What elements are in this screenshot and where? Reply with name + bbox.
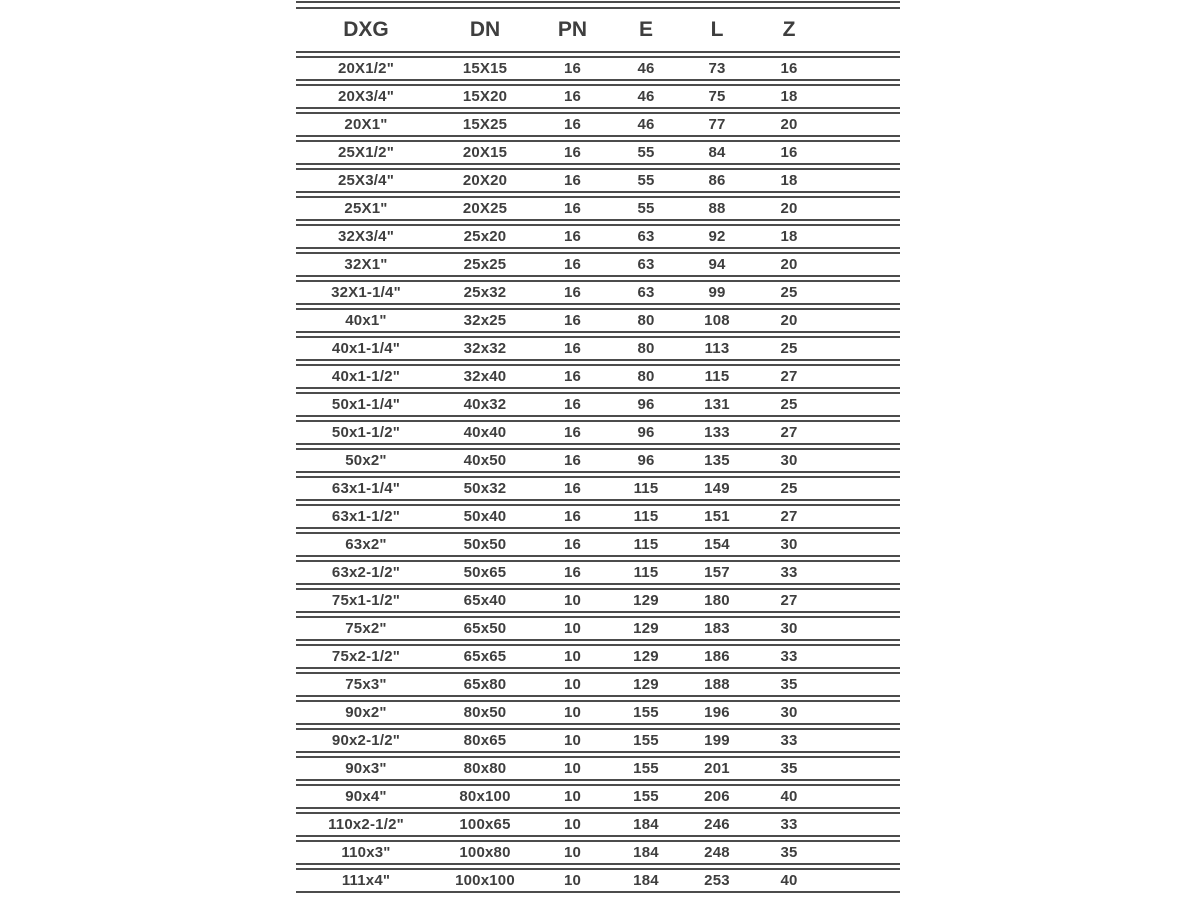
cell-z: 30 [753, 532, 825, 557]
cell-e: 115 [611, 476, 681, 501]
cell-dxg: 90x2" [296, 700, 436, 725]
table-row [296, 672, 900, 697]
cell-z: 35 [753, 756, 825, 781]
cell-dn: 25x20 [436, 224, 534, 249]
cell-z: 27 [753, 420, 825, 445]
cell-dn: 40x32 [436, 392, 534, 417]
cell-dxg: 110x3" [296, 840, 436, 865]
cell-z: 18 [753, 168, 825, 193]
cell-e: 115 [611, 532, 681, 557]
cell-dn: 20X15 [436, 140, 534, 165]
cell-spacer [825, 56, 900, 81]
cell-e: 55 [611, 140, 681, 165]
cell-dn: 80x65 [436, 728, 534, 753]
cell-dxg: 63x1-1/2" [296, 504, 436, 529]
cell-spacer [825, 252, 900, 277]
cell-l: 157 [681, 560, 753, 585]
table-row [296, 196, 900, 221]
cell-z: 40 [753, 868, 825, 893]
cell-dn: 20X20 [436, 168, 534, 193]
cell-l: 180 [681, 588, 753, 613]
cell-l: 131 [681, 392, 753, 417]
cell-pn: 10 [534, 588, 611, 613]
cell-spacer [825, 756, 900, 781]
cell-z: 40 [753, 784, 825, 809]
cell-dn: 40x40 [436, 420, 534, 445]
cell-e: 155 [611, 784, 681, 809]
cell-dn: 25x32 [436, 280, 534, 305]
cell-pn: 16 [534, 112, 611, 137]
cell-spacer [825, 392, 900, 417]
cell-spacer [825, 784, 900, 809]
cell-l: 113 [681, 336, 753, 361]
cell-z: 20 [753, 252, 825, 277]
cell-pn: 16 [534, 280, 611, 305]
cell-dn: 100x100 [436, 868, 534, 893]
col-header-dn: DN [436, 7, 534, 53]
cell-z: 25 [753, 280, 825, 305]
cell-pn: 10 [534, 812, 611, 837]
cell-z: 27 [753, 364, 825, 389]
cell-dxg: 111x4" [296, 868, 436, 893]
cell-dn: 100x65 [436, 812, 534, 837]
cell-z: 27 [753, 588, 825, 613]
dimensions-table [296, 4, 900, 896]
cell-z: 16 [753, 140, 825, 165]
cell-spacer [825, 812, 900, 837]
cell-z: 25 [753, 392, 825, 417]
header-row [296, 7, 900, 53]
cell-e: 63 [611, 252, 681, 277]
cell-pn: 16 [534, 224, 611, 249]
cell-dxg: 50x1-1/4" [296, 392, 436, 417]
cell-z: 35 [753, 672, 825, 697]
cell-dn: 32x32 [436, 336, 534, 361]
cell-pn: 10 [534, 784, 611, 809]
table-row [296, 364, 900, 389]
cell-pn: 10 [534, 616, 611, 641]
cell-dn: 50x40 [436, 504, 534, 529]
cell-l: 115 [681, 364, 753, 389]
cell-e: 63 [611, 224, 681, 249]
cell-l: 135 [681, 448, 753, 473]
cell-spacer [825, 728, 900, 753]
cell-dxg: 75x2" [296, 616, 436, 641]
table-row [296, 84, 900, 109]
cell-z: 20 [753, 196, 825, 221]
cell-l: 196 [681, 700, 753, 725]
cell-e: 129 [611, 616, 681, 641]
table-row [296, 784, 900, 809]
table-row [296, 616, 900, 641]
cell-l: 133 [681, 420, 753, 445]
cell-l: 84 [681, 140, 753, 165]
cell-e: 46 [611, 56, 681, 81]
cell-l: 73 [681, 56, 753, 81]
cell-e: 80 [611, 308, 681, 333]
cell-z: 33 [753, 644, 825, 669]
cell-pn: 16 [534, 252, 611, 277]
cell-dxg: 50x2" [296, 448, 436, 473]
cell-e: 96 [611, 448, 681, 473]
cell-pn: 16 [534, 56, 611, 81]
cell-dxg: 75x2-1/2" [296, 644, 436, 669]
table-row [296, 308, 900, 333]
cell-l: 199 [681, 728, 753, 753]
cell-spacer [825, 448, 900, 473]
cell-l: 186 [681, 644, 753, 669]
cell-l: 183 [681, 616, 753, 641]
cell-e: 80 [611, 364, 681, 389]
cell-l: 99 [681, 280, 753, 305]
cell-dxg: 75x1-1/2" [296, 588, 436, 613]
table-row [296, 476, 900, 501]
cell-e: 155 [611, 756, 681, 781]
cell-spacer [825, 476, 900, 501]
cell-dn: 15X25 [436, 112, 534, 137]
cell-spacer [825, 280, 900, 305]
cell-l: 248 [681, 840, 753, 865]
cell-pn: 16 [534, 168, 611, 193]
cell-dn: 65x65 [436, 644, 534, 669]
cell-dn: 50x65 [436, 560, 534, 585]
cell-e: 129 [611, 644, 681, 669]
cell-dxg: 40x1-1/2" [296, 364, 436, 389]
cell-pn: 16 [534, 532, 611, 557]
cell-pn: 10 [534, 672, 611, 697]
cell-dxg: 63x1-1/4" [296, 476, 436, 501]
cell-pn: 10 [534, 840, 611, 865]
cell-dxg: 50x1-1/2" [296, 420, 436, 445]
cell-e: 96 [611, 420, 681, 445]
cell-dn: 15X20 [436, 84, 534, 109]
cell-dxg: 90x4" [296, 784, 436, 809]
cell-z: 18 [753, 224, 825, 249]
cell-dn: 65x50 [436, 616, 534, 641]
table-row [296, 812, 900, 837]
cell-pn: 10 [534, 756, 611, 781]
cell-pn: 16 [534, 196, 611, 221]
cell-l: 94 [681, 252, 753, 277]
cell-dn: 20X25 [436, 196, 534, 221]
cell-e: 129 [611, 588, 681, 613]
cell-z: 30 [753, 616, 825, 641]
table-row [296, 56, 900, 81]
table-row [296, 868, 900, 893]
cell-spacer [825, 868, 900, 893]
cell-dn: 80x100 [436, 784, 534, 809]
cell-dn: 80x50 [436, 700, 534, 725]
dimension-spec-table [296, 0, 900, 896]
cell-pn: 16 [534, 476, 611, 501]
cell-spacer [825, 504, 900, 529]
cell-dxg: 40x1-1/4" [296, 336, 436, 361]
cell-z: 20 [753, 308, 825, 333]
cell-spacer [825, 196, 900, 221]
cell-dn: 50x32 [436, 476, 534, 501]
cell-pn: 10 [534, 868, 611, 893]
cell-z: 33 [753, 728, 825, 753]
cell-z: 16 [753, 56, 825, 81]
cell-spacer [825, 672, 900, 697]
cell-dxg: 110x2-1/2" [296, 812, 436, 837]
cell-spacer [825, 112, 900, 137]
cell-l: 77 [681, 112, 753, 137]
cell-l: 92 [681, 224, 753, 249]
cell-dxg: 63x2" [296, 532, 436, 557]
cell-dn: 32x25 [436, 308, 534, 333]
cell-e: 55 [611, 196, 681, 221]
cell-l: 108 [681, 308, 753, 333]
table-row [296, 756, 900, 781]
cell-e: 80 [611, 336, 681, 361]
cell-dn: 15X15 [436, 56, 534, 81]
cell-dn: 80x80 [436, 756, 534, 781]
cell-l: 151 [681, 504, 753, 529]
cell-e: 184 [611, 868, 681, 893]
cell-pn: 10 [534, 700, 611, 725]
cell-pn: 16 [534, 448, 611, 473]
cell-dxg: 90x2-1/2" [296, 728, 436, 753]
table-row [296, 252, 900, 277]
cell-spacer [825, 364, 900, 389]
cell-dn: 32x40 [436, 364, 534, 389]
table-row [296, 224, 900, 249]
col-header-spacer [825, 7, 900, 53]
cell-e: 55 [611, 168, 681, 193]
cell-dxg: 63x2-1/2" [296, 560, 436, 585]
cell-dxg: 25X1" [296, 196, 436, 221]
cell-dxg: 75x3" [296, 672, 436, 697]
table-row [296, 700, 900, 725]
cell-l: 188 [681, 672, 753, 697]
cell-dxg: 20X1/2" [296, 56, 436, 81]
cell-dxg: 32X1" [296, 252, 436, 277]
table-body [296, 56, 900, 893]
cell-l: 75 [681, 84, 753, 109]
table-row [296, 420, 900, 445]
cell-e: 46 [611, 84, 681, 109]
col-header-z: Z [753, 7, 825, 53]
cell-l: 253 [681, 868, 753, 893]
cell-pn: 16 [534, 336, 611, 361]
cell-dn: 40x50 [436, 448, 534, 473]
cell-pn: 16 [534, 84, 611, 109]
cell-z: 25 [753, 476, 825, 501]
cell-z: 18 [753, 84, 825, 109]
cell-pn: 10 [534, 644, 611, 669]
cell-z: 20 [753, 112, 825, 137]
table-row [296, 168, 900, 193]
cell-dxg: 32X1-1/4" [296, 280, 436, 305]
cell-dxg: 25X3/4" [296, 168, 436, 193]
cell-e: 155 [611, 728, 681, 753]
table-row [296, 392, 900, 417]
cell-z: 27 [753, 504, 825, 529]
cell-dxg: 20X3/4" [296, 84, 436, 109]
cell-spacer [825, 840, 900, 865]
cell-e: 115 [611, 504, 681, 529]
cell-spacer [825, 140, 900, 165]
cell-spacer [825, 308, 900, 333]
table-row [296, 280, 900, 305]
cell-dn: 65x80 [436, 672, 534, 697]
cell-spacer [825, 532, 900, 557]
cell-e: 129 [611, 672, 681, 697]
cell-e: 184 [611, 840, 681, 865]
cell-l: 149 [681, 476, 753, 501]
col-header-e: E [611, 7, 681, 53]
cell-l: 246 [681, 812, 753, 837]
table-top-rule [296, 1, 900, 3]
cell-z: 35 [753, 840, 825, 865]
cell-pn: 16 [534, 504, 611, 529]
table-row [296, 112, 900, 137]
cell-pn: 16 [534, 392, 611, 417]
cell-pn: 16 [534, 140, 611, 165]
table-row [296, 840, 900, 865]
cell-spacer [825, 336, 900, 361]
table-row [296, 532, 900, 557]
cell-e: 155 [611, 700, 681, 725]
cell-z: 33 [753, 812, 825, 837]
cell-l: 86 [681, 168, 753, 193]
cell-dxg: 20X1" [296, 112, 436, 137]
cell-dxg: 40x1" [296, 308, 436, 333]
cell-z: 33 [753, 560, 825, 585]
cell-z: 30 [753, 448, 825, 473]
cell-dn: 50x50 [436, 532, 534, 557]
cell-dxg: 32X3/4" [296, 224, 436, 249]
cell-pn: 10 [534, 728, 611, 753]
cell-spacer [825, 644, 900, 669]
col-header-dxg: DXG [296, 7, 436, 53]
cell-pn: 16 [534, 364, 611, 389]
cell-e: 115 [611, 560, 681, 585]
cell-l: 206 [681, 784, 753, 809]
cell-l: 88 [681, 196, 753, 221]
table-row [296, 140, 900, 165]
cell-spacer [825, 224, 900, 249]
cell-dxg: 25X1/2" [296, 140, 436, 165]
table-row [296, 336, 900, 361]
cell-pn: 16 [534, 560, 611, 585]
cell-dn: 65x40 [436, 588, 534, 613]
cell-spacer [825, 560, 900, 585]
cell-dxg: 90x3" [296, 756, 436, 781]
cell-e: 96 [611, 392, 681, 417]
table-row [296, 728, 900, 753]
table-row [296, 644, 900, 669]
cell-e: 63 [611, 280, 681, 305]
cell-e: 184 [611, 812, 681, 837]
cell-spacer [825, 700, 900, 725]
table-row [296, 560, 900, 585]
cell-spacer [825, 616, 900, 641]
cell-l: 201 [681, 756, 753, 781]
col-header-l: L [681, 7, 753, 53]
cell-dn: 25x25 [436, 252, 534, 277]
table-row [296, 504, 900, 529]
cell-z: 30 [753, 700, 825, 725]
col-header-pn: PN [534, 7, 611, 53]
cell-spacer [825, 84, 900, 109]
cell-l: 154 [681, 532, 753, 557]
cell-spacer [825, 168, 900, 193]
table-row [296, 588, 900, 613]
cell-spacer [825, 420, 900, 445]
cell-pn: 16 [534, 308, 611, 333]
cell-z: 25 [753, 336, 825, 361]
cell-dn: 100x80 [436, 840, 534, 865]
cell-pn: 16 [534, 420, 611, 445]
cell-e: 46 [611, 112, 681, 137]
cell-spacer [825, 588, 900, 613]
table-row [296, 448, 900, 473]
